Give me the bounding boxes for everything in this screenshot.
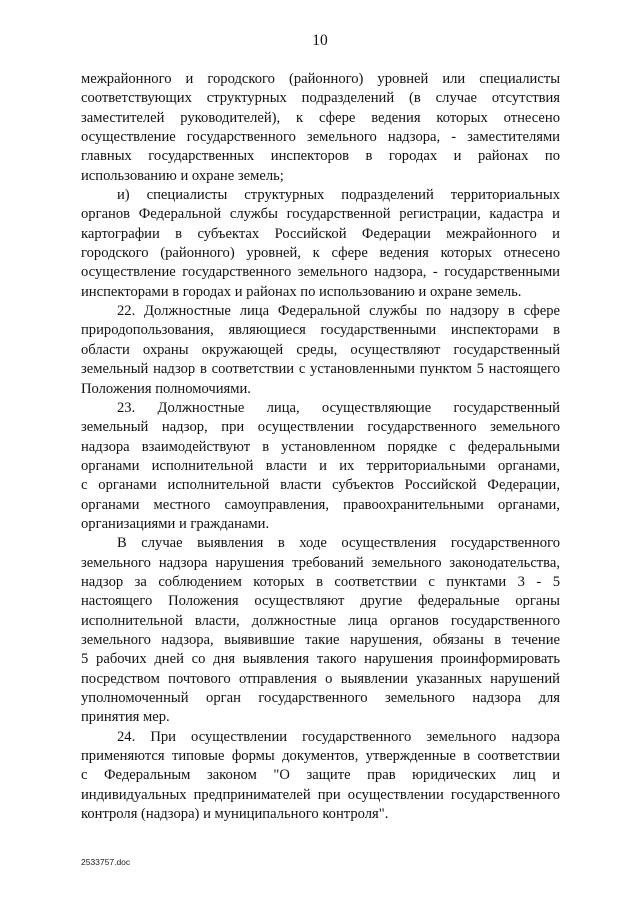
text-line: природопользования, являющиеся государственными инспекторами в (81, 322, 560, 339)
document-body (81, 70, 560, 824)
text-line: принятия мер. (81, 709, 170, 726)
text-line: земельный надзор, при осуществлении государственного земельного (81, 419, 560, 436)
paragraph (81, 302, 560, 399)
text-line: с органами исполнительной власти субъектов Российской Федерации, (81, 477, 560, 494)
text-line: применяются типовые формы документов, утвержденные в соответствии (81, 748, 560, 765)
text-line: органов Федеральной службы государственной регистрации, кадастра и (81, 206, 560, 223)
text-line: заместителей руководителей), к сфере ведения которых отнесено (81, 109, 560, 126)
paragraph (81, 399, 560, 534)
text-line: уполномоченный орган государственного земельного надзора для (81, 690, 560, 706)
text-line: осуществление государственного земельного надзора, - заместителями (81, 129, 560, 146)
text-line: исполнительной власти, должностные лица органов государственного (81, 612, 560, 629)
text-line: картографии в субъектах Российской Федерации межрайонного и (81, 225, 560, 242)
page-number: 10 (312, 32, 328, 49)
text-line: органами исполнительной власти и их территориальными органами, (81, 457, 560, 474)
text-line: посредством почтового отправления о выявлении указанных нарушений (81, 670, 560, 687)
text-line: 5 рабочих дней со дня выявления такого нарушения проинформировать (81, 651, 560, 668)
paragraph (81, 728, 560, 825)
text-line: надзор за соблюдением которых в соответствии с пунктами 3 - 5 (81, 573, 560, 590)
text-line: инспекторами в городах и районах по использованию и охране земель. (81, 283, 522, 300)
text-line: и) специалисты структурных подразделений территориальных (117, 187, 560, 204)
text-line: области охраны окружающей среды, осуществляют государственный (81, 341, 560, 358)
text-line: межрайонного и городского (районного) уровней или специалисты (81, 71, 560, 87)
text-line: Положения полномочиями. (81, 380, 251, 397)
text-line: 22. Должностные лица Федеральной службы по надзору в сфере (117, 303, 560, 320)
paragraph (81, 186, 560, 302)
text-line: настоящего Положения осуществляют другие федеральные органы (81, 593, 560, 610)
text-line: осуществление государственного земельного надзора, - государственными (81, 264, 560, 281)
text-line: использованию и охране земель; (81, 167, 284, 184)
text-line: земельного надзора нарушения требований земельного законодательства, (81, 554, 560, 571)
text-line: с Федеральным законом "О защите прав юридических лиц и (81, 767, 560, 784)
text-line: земельный надзор в соответствии с установленными пунктом 5 настоящего (81, 361, 560, 378)
text-line: главных государственных инспекторов в городах и районах по (81, 148, 560, 165)
paragraph (81, 70, 560, 186)
paragraph (81, 534, 560, 727)
text-line: городского (районного) уровней, к сфере ведения которых отнесено (81, 245, 560, 262)
text-line: контроля (надзора) и муниципального контроля". (81, 806, 389, 823)
text-line: соответствующих структурных подразделений (в случае отсутствия (81, 90, 560, 107)
document-footer: 2533757.doc (81, 857, 131, 867)
text-line: 24. При осуществлении государственного земельного надзора (117, 728, 560, 745)
text-line: надзора взаимодействуют в установленном порядке с федеральными (81, 438, 560, 455)
text-line: В случае выявления в ходе осуществления государственного (117, 535, 560, 552)
text-line: организациями и гражданами. (81, 515, 270, 532)
text-line: 23. Должностные лица, осуществляющие государственный (117, 399, 560, 416)
text-line: органами местного самоуправления, правоохранительными органами, (81, 496, 560, 513)
text-line: земельного надзора, выявившие такие нарушения, обязаны в течение (81, 631, 560, 648)
text-line: индивидуальных предпринимателей при осуществлении государственного (81, 786, 560, 803)
